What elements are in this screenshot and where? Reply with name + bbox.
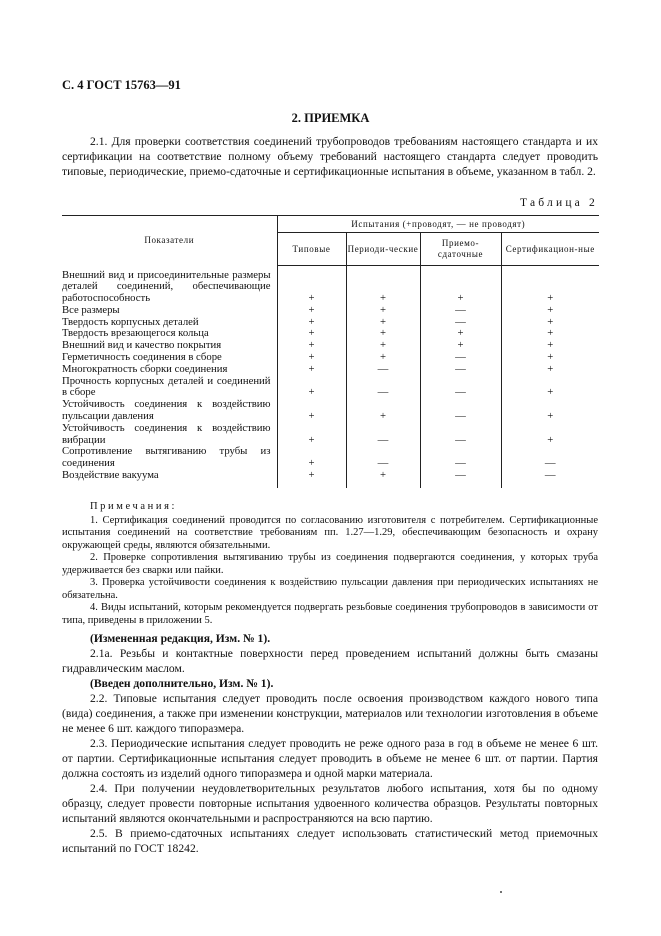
row-value: + <box>277 470 346 488</box>
row-label: Внешний вид и присоединительные размеры деталей соединений, обеспечивающие работоспособность <box>62 266 277 305</box>
row-value: + <box>346 305 420 317</box>
col-header-indicators: Показатели <box>62 216 277 266</box>
paragraph-2-1a: 2.1а. Резьбы и контактные поверхности перед проведением испытаний должны быть смазаны гидравлическим маслом. <box>62 647 598 675</box>
row-label: Устойчивость соединения к воздействию пульсации давления <box>62 399 277 423</box>
row-value: + <box>277 266 346 305</box>
row-value: + <box>277 376 346 400</box>
row-label: Воздействие вакуума <box>62 470 277 488</box>
table-row <box>62 423 599 447</box>
note-2: 2. Проверке сопротивления вытягиванию трубы из соединения подвергаются соединения, у которых труба удерживается без сварки или пайки. <box>62 552 598 576</box>
row-value: + <box>420 340 501 352</box>
notes-block <box>62 501 598 627</box>
row-value: + <box>277 423 346 447</box>
row-value: — <box>420 317 501 329</box>
paragraph-2-1: 2.1. Для проверки соответствия соединений трубопроводов требованиям настоящего стандарта и их сертификации на соответствие полному объему требований настоящего стандарта следует проводить типовые, периодические, приемо-сдаточные и сертификационные испытания в объеме, указанном в табл. 2. <box>62 135 598 178</box>
row-value: + <box>277 352 346 364</box>
table-row <box>62 305 599 317</box>
row-value: — <box>346 446 420 470</box>
row-value: + <box>547 362 554 375</box>
note-1: 1. Сертификация соединений проводится по согласованию изготовителя с потребителем. Сертификационные испытания соединений на соответствие требованиям пп. 1.27—1.29, обеспечивающим безопасность и охрану окружающей среды, являются обязательными. <box>62 514 598 551</box>
table-row <box>62 446 599 470</box>
row-label: Герметичность соединения в сборе <box>62 352 277 364</box>
row-value: + <box>277 305 346 317</box>
table-row <box>62 364 599 376</box>
row-label: Твердость корпусных деталей <box>62 317 277 329</box>
row-label: Твердость врезающегося кольца <box>62 328 277 340</box>
row-label: Многократность сборки соединения <box>62 364 277 376</box>
page-header: С. 4 ГОСТ 15763—91 <box>62 78 181 92</box>
note-3: 3. Проверка устойчивости соединения к воздействию пульсации давления при периодических испытаниях не обязательна. <box>62 577 598 601</box>
row-value: + <box>420 328 501 340</box>
row-value: + <box>547 351 554 364</box>
row-value: + <box>346 470 420 488</box>
row-value: + <box>277 340 346 352</box>
change-note-1: (Измененная редакция, Изм. № 1). <box>90 632 271 645</box>
col-header-type: Типовые <box>277 233 346 266</box>
table-row <box>62 266 599 305</box>
row-value: + <box>547 339 554 352</box>
row-label: Внешний вид и качество покрытия <box>62 340 277 352</box>
row-value: + <box>547 433 554 446</box>
col-header-certification: Сертификацион-ные <box>501 233 599 266</box>
row-label: Сопротивление вытягиванию трубы из соединения <box>62 446 277 470</box>
row-value: + <box>346 328 420 340</box>
row-value: — <box>346 364 420 376</box>
row-label: Прочность корпусных деталей и соединений в сборе <box>62 376 277 400</box>
main-text <box>62 631 598 856</box>
row-value: + <box>277 399 346 423</box>
table-caption: Таблица 2 <box>520 197 598 209</box>
section-title: 2. ПРИЕМКА <box>291 111 370 125</box>
table-row <box>62 470 599 488</box>
row-value: — <box>420 470 501 488</box>
col-header-periodic: Периоди-ческие <box>346 233 420 266</box>
paragraph-2-2: 2.2. Типовые испытания следует проводить после освоения производством каждого нового типа (вида) соединения, а также при изменении конструкции, материалов или технологии изготовления в объеме не менее 6 шт. каждого типоразмера. <box>62 692 598 735</box>
row-value: — <box>346 423 420 447</box>
row-value: + <box>547 386 554 399</box>
row-value: + <box>346 399 420 423</box>
paragraph-2-3: 2.3. Периодические испытания следует проводить не реже одного раза в год в объеме не менее 6 шт. от партии. Сертификационные испытания следует проводить в объеме не менее 6 шт. от партии. Партия должна состоять из изделий одного типоразмера и одной марки материала. <box>62 737 598 780</box>
row-value: — <box>420 446 501 470</box>
row-value: + <box>547 303 554 316</box>
notes-title: Примечания: <box>90 501 178 512</box>
row-value: — <box>420 423 501 447</box>
row-value: + <box>346 340 420 352</box>
note-4: 4. Виды испытаний, которым рекомендуется подвергать резьбовые соединения трубопроводов в зависимости от типа, приведены в приложении 5. <box>62 602 598 626</box>
row-value: + <box>547 327 554 340</box>
row-value: — <box>420 305 501 317</box>
row-value: + <box>547 315 554 328</box>
row-value: — <box>420 399 501 423</box>
change-note-2: (Введен дополнительно, Изм. № 1). <box>90 677 274 690</box>
paragraph-2-4: 2.4. При получении неудовлетворительных результатов любого испытания, хотя бы по одному образцу, следует провести повторные испытания удвоенного количества образцов. Результаты повторных испытаний являются окончательными и распространяются на всю партию. <box>62 782 598 825</box>
row-value: + <box>277 446 346 470</box>
scan-dot <box>500 891 502 893</box>
row-label: Все размеры <box>62 305 277 317</box>
row-value: — <box>420 352 501 364</box>
row-value: — <box>544 469 556 482</box>
row-value: + <box>547 410 554 423</box>
row-value: + <box>277 317 346 329</box>
paragraph-2-5: 2.5. В приемо-сдаточных испытаниях следует использовать статистический метод приемочных испытаний по ГОСТ 18242. <box>62 827 598 855</box>
row-value: + <box>277 364 346 376</box>
col-header-tests-group: Испытания (+проводят, — не проводят) <box>277 216 599 233</box>
row-value: + <box>547 292 554 305</box>
table-body <box>62 266 599 488</box>
row-value: + <box>346 317 420 329</box>
table-row <box>62 376 599 400</box>
row-value: — <box>346 376 420 400</box>
table-row <box>62 399 599 423</box>
row-value: — <box>420 364 501 376</box>
row-value: — <box>544 457 556 470</box>
row-value: — <box>420 376 501 400</box>
row-label: Устойчивость соединения к воздействию вибрации <box>62 423 277 447</box>
row-value: + <box>346 266 420 305</box>
row-value: + <box>346 352 420 364</box>
tests-table <box>62 215 599 488</box>
row-value: + <box>420 266 501 305</box>
row-value: + <box>277 328 346 340</box>
col-header-acceptance: Приемо-сдаточные <box>420 233 501 266</box>
